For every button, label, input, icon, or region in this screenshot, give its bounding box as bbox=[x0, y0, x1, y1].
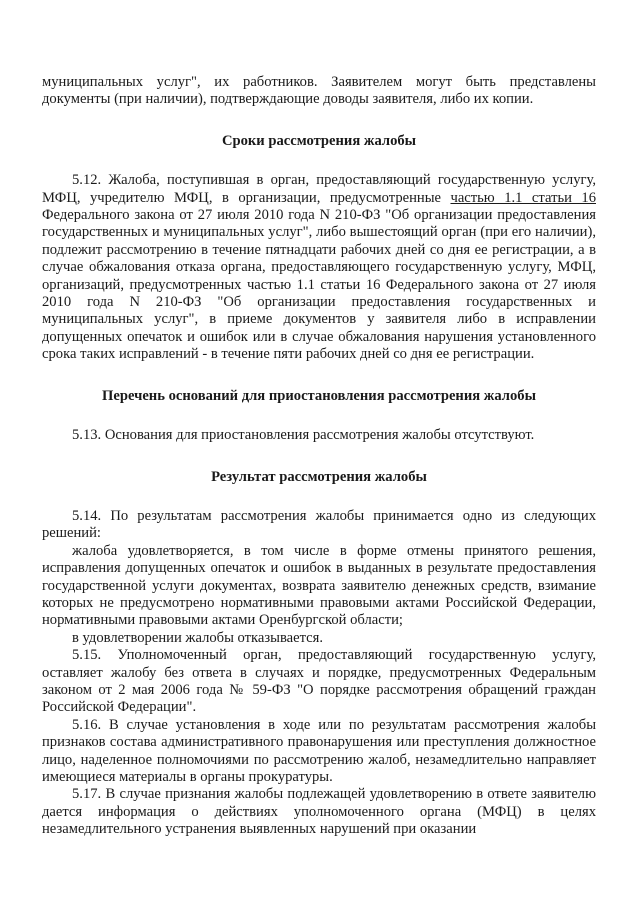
paragraph-5-15: 5.15. Уполномоченный орган, предоставляющий государственную услугу, оставляет жалобу без ответа в случаях и порядке, предусмотренных Федеральным законом от 2 мая 2006 года № 59-ФЗ "О порядке рассмотрения обращений граждан Российской Федерации". bbox=[42, 647, 596, 716]
paragraph-5-16: 5.16. В случае установления в ходе или по результатам рассмотрения жалобы признаков состава административного правонарушения или преступления должностное лицо, наделенное полномочиями по рассмотрению жалоб, незамедлительно направляет имеющиеся материалы в органы прокуратуры. bbox=[42, 716, 596, 785]
heading-review-terms: Сроки рассмотрения жалобы bbox=[221, 132, 417, 149]
law-reference-link[interactable]: частью 1.1 статьи 16 bbox=[450, 189, 596, 206]
paragraph-5-13: 5.13. Основания для приостановления рассмотрения жалобы отсутствуют. bbox=[72, 427, 535, 444]
paragraph-5-14-option-1: жалоба удовлетворяется, в том числе в форме отмены принятого решения, исправления допущенных опечаток и ошибок в выданных в результате предоставления государственной услуги документах, возврата заявителю денежных средств, взимание которых не предусмотрено нормативными правовыми актами Российской Федерации, нормативными правовыми актами Оренбургской области; bbox=[42, 542, 596, 629]
heading-review-result: Результат рассмотрения жалобы bbox=[211, 468, 427, 485]
paragraph-5-12-rest: Федерального закона от 27 июля 2010 года N 210-ФЗ "Об организации предоставления государственных и муниципальных услуг", либо вышестоящий орган (при его наличии), подлежит рассмотрению в течение пятнадцати рабочих дней со дня ее регистрации, а в случае обжалования отказа органа, предоставляющего государственную услугу, МФЦ, организаций, предусмотренных частью 1.1 статьи 16 Федерального закона от 27 июля 2010 года N 210-ФЗ "Об организации предоставления государственных и муниципальных услуг", в приеме документов у заявителя либо в исправлении допущенных опечаток и ошибок или в случае обжалования нарушения установленного срока таких исправлений - в течение пяти рабочих дней со дня ее регистрации. bbox=[42, 207, 596, 363]
intro-paragraph: муниципальных услуг", их работников. Заявителем могут быть представлены документы (при наличии), подтверждающие доводы заявителя, либо их копии. bbox=[42, 74, 596, 108]
paragraph-5-14-option-2: в удовлетворении жалобы отказывается. bbox=[72, 629, 324, 646]
paragraph-5-12-start: 5.12. Жалоба, поступившая в орган, предоставляющий государственную услугу, МФЦ, учредителю МФЦ, в организации, предусмотренные bbox=[42, 172, 596, 206]
heading-suspension-grounds: Перечень оснований для приостановления рассмотрения жалобы bbox=[102, 387, 536, 404]
paragraph-5-14: 5.14. По результатам рассмотрения жалобы принимается одно из следующих решений: bbox=[42, 507, 596, 542]
paragraph-5-17: 5.17. В случае признания жалобы подлежащей удовлетворению в ответе заявителю дается информация о действиях уполномоченного органа (МФЦ) в целях незамедлительного устранения выявленных нарушений при оказании bbox=[42, 786, 596, 838]
paragraph-5-12 bbox=[42, 172, 596, 363]
document-content bbox=[42, 74, 596, 839]
